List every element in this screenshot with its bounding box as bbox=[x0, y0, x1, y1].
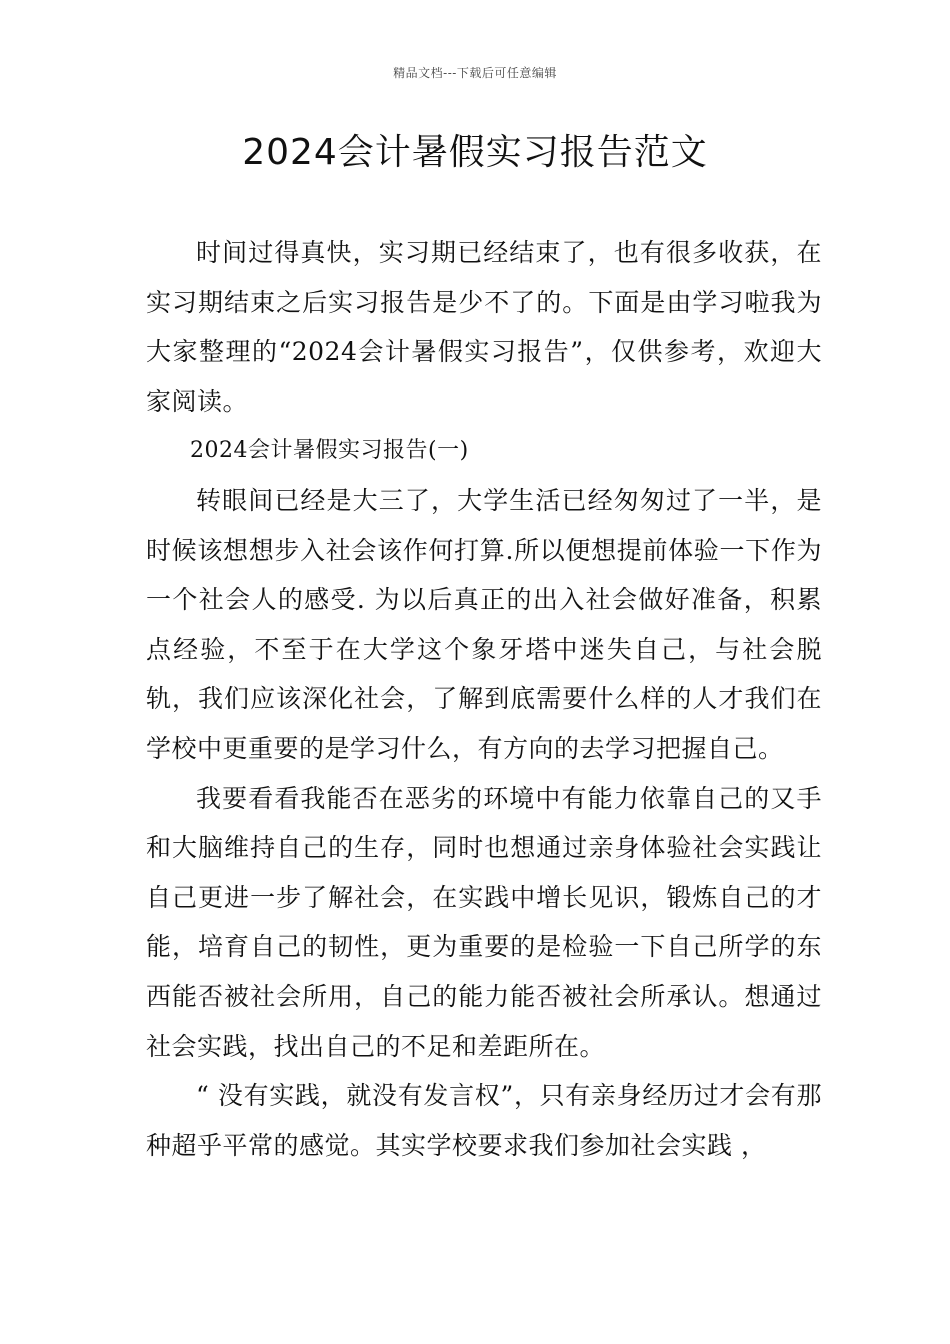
document-body bbox=[146, 228, 822, 1170]
body-paragraph: “ 没有实践，就没有发言权”，只有亲身经历过才会有那种超乎平常的感觉。其实学校要求我们参加社会实践 ， bbox=[146, 1081, 822, 1160]
section-heading: 2024会计暑假实习报告(一) bbox=[190, 438, 469, 464]
intro-paragraph: 时间过得真快，实习期已经结束了，也有很多收获，在实习期结束之后实习报告是少不了的。下面是由学习啦我为大家整理的“2024会计暑假实习报告”，仅供参考，欢迎大家阅读。 bbox=[146, 238, 822, 416]
document-title: 2024会计暑假实习报告范文 bbox=[242, 132, 708, 173]
header-note: 精品文档---下载后可任意编辑 bbox=[393, 66, 557, 80]
body-paragraph: 转眼间已经是大三了，大学生活已经匆匆过了一半，是时候该想想步入社会该作何打算.所以便想提前体验一下作为一个社会人的感受. 为以后真正的出入社会做好准备，积累点经验，不至于在大学这个象牙塔中迷失自己，与社会脱轨，我们应该深化社会，了解到底需要什么样的人才我们在学校中更重要的是学习什么，有方向的去学习把握自己。 bbox=[146, 485, 822, 763]
body-paragraph: 我要看看我能否在恶劣的环境中有能力依靠自己的又手和大脑维持自己的生存，同时也想通过亲身体验社会实践让自己更进一步了解社会，在实践中增长见识，锻炼自己的才能，培育自己的韧性，更为重要的是检验一下自己所学的东西能否被社会所用，自己的能力能否被社会所承认。想通过社会实践，找出自己的不足和差距所在。 bbox=[146, 783, 822, 1061]
